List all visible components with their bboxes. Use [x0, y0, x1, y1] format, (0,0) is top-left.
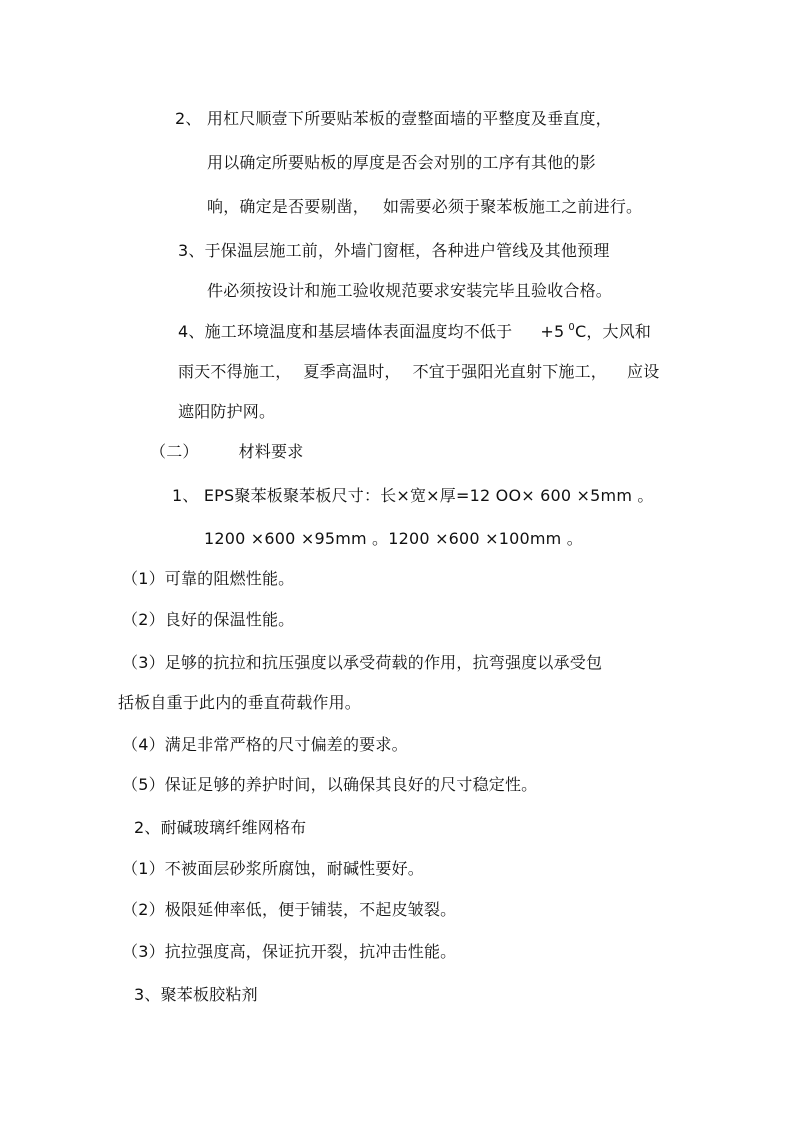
subheading-mesh: 2、耐碱玻璃纤维网格布 [134, 818, 307, 837]
text-line-7d: 应设 [627, 362, 660, 381]
text-line-6c: C，大风和 [574, 322, 652, 341]
text-line-13: （2）良好的保温性能。 [122, 610, 295, 629]
text-line-7b: 夏季高温时， [303, 362, 401, 381]
text-line-7c: 不宜于强阳光直射下施工， [412, 362, 608, 381]
text-line-21: （3）抗拉强度高，保证抗开裂，抗冲击性能。 [122, 942, 457, 961]
text-line-11: 1200 ×600 ×95mm 。1200 ×600 ×100mm 。 [204, 529, 583, 548]
section-number: （二） [150, 442, 199, 461]
text-line-3b: 如需要必须于聚苯板施工之前进行。 [383, 197, 643, 216]
text-line-6 [178, 321, 651, 343]
text-line-10: 1、 EPS聚苯板聚苯板尺寸：长×宽×厚=12 OO× 600 ×5mm 。 [172, 486, 654, 505]
text-line-4: 3、于保温层施工前，外墙门窗框，各种进户管线及其他预理 [178, 241, 610, 260]
text-line-7a: 雨天不得施工， [178, 362, 292, 381]
section-title: 材料要求 [238, 442, 304, 461]
text-line-12: （1）可靠的阻燃性能。 [122, 569, 295, 588]
text-line-14: （3）足够的抗拉和抗压强度以承受荷载的作用，抗弯强度以承受包 [122, 653, 603, 672]
text-line-16: （4）满足非常严格的尺寸偏差的要求。 [122, 735, 408, 754]
text-line-6a: 4、施工环境温度和基层墙体表面温度均不低于 [178, 322, 513, 341]
subheading-adhesive: 3、聚苯板胶粘剂 [134, 985, 258, 1004]
text-line-5: 件必须按设计和施工验收规范要求安装完毕且验收合格。 [207, 281, 613, 300]
text-line-17: （5）保证足够的养护时间，以确保其良好的尺寸稳定性。 [122, 775, 538, 794]
section-heading [150, 441, 303, 463]
text-line-20: （2）极限延伸率低，便于铺装，不起皮皱裂。 [122, 900, 457, 919]
text-line-7 [178, 361, 659, 383]
text-line-2: 用以确定所要贴板的厚度是否会对别的工序有其他的影 [207, 153, 596, 172]
text-line-15: 括板自重于此内的垂直荷载作用。 [118, 693, 362, 712]
text-line-3a: 响，确定是否要剔凿， [207, 197, 370, 216]
text-line-3 [207, 196, 642, 218]
text-line-8: 遮阳防护网。 [178, 402, 276, 421]
text-line-19: （1）不被面层砂浆所腐蚀，耐碱性要好。 [122, 859, 424, 878]
text-line-1: 2、 用杠尺顺壹下所要贴苯板的壹整面墙的平整度及垂直度， [175, 109, 612, 128]
degree-superscript: 0 [568, 322, 575, 333]
text-line-6b: +5 [540, 322, 565, 341]
